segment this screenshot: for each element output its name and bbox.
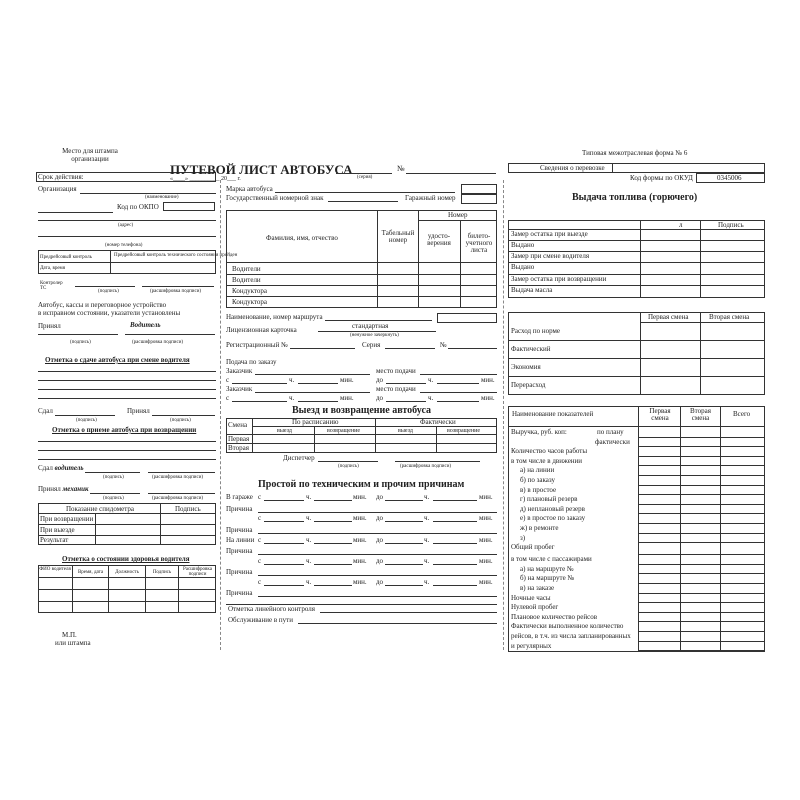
crew-row-2: Водители [232,276,261,284]
fio-header: Фамилия, имя, отчество [266,234,338,242]
on-line-label: На линии [226,536,255,544]
result-label: Результат [40,536,69,544]
sign-hint-4: (подпись) [170,418,191,423]
or-stamp-label: или штампа [55,639,91,647]
fuel-row-label: Замер остатка при выезде [511,230,588,238]
idle-time-text: мин. [353,514,367,522]
idle-time-text: с [258,578,262,586]
idle-time-text: мин. [479,493,493,501]
indicator-label: в) на заказе [520,584,555,592]
mp-label: М.П. [62,631,77,639]
sign-decode-hint-2: (расшифровка подписи) [132,340,184,345]
idle-time-text: ч. [306,514,312,522]
liter-header: л [679,221,683,229]
pretrip-control-label: Предрейсовый контроль [40,255,92,260]
by-schedule-header: По расписанию [292,418,339,426]
crew-row-4: Кондуктора [232,298,268,306]
indicator-label: Ночные часы [511,593,551,602]
sign-hint-5: (подпись) [103,475,124,480]
certificate-header: удосто-верения [427,232,451,247]
idle-time-text: до [376,493,384,501]
customer-label-1: Заказчик [226,367,253,375]
second-shift-header: Вторая смена [709,313,750,321]
indicator-label: в том числе с пассажирами [511,555,592,564]
route-field[interactable] [437,313,497,323]
stamp-org-label: организации [71,155,109,163]
doc-title: ПУТЕВОЙ ЛИСТ АВТОБУСА [170,162,353,177]
indicator-label: д) неплановый резерв [520,504,585,513]
reason-label-5: Причина [226,589,253,597]
fuel2-row-label: Расход по норме [511,327,561,335]
column-divider-1 [220,180,221,650]
sign-header: Подпись [718,221,744,229]
line-control-label: Отметка линейного контроля [228,605,315,613]
handed-label: Сдал [38,407,53,415]
indicator-label: а) на маршруте № [520,564,574,573]
sign-hint-7: (подпись) [338,464,359,469]
indicator-label: з) [520,533,526,542]
first-shift2-header: Первая смена [649,407,671,422]
strike-hint: (ненужное зачеркнуть) [350,333,399,338]
name-hint: (наименование) [145,195,179,200]
actual-header: Фактически [420,418,456,426]
speedometer-header: Показание спидометра [66,505,134,513]
fuel2-row-label: Фактический [511,345,551,353]
order-supply-label: Подача по заказу [226,358,277,366]
organization-label: Организация [38,185,77,193]
in-garage-label: В гараже [226,493,253,501]
indicator-label: ж) в ремонте [520,524,559,532]
number-header: Номер [448,211,468,219]
indicator-label: Нулевой пробег [511,603,559,612]
sched-return: возвращение [327,428,361,434]
sched-departure: выезд [277,428,292,434]
supply-place-label-2: место подачи [376,385,416,393]
idle-time-text: до [376,557,384,565]
health-col-fio: ФИО водителя [39,567,71,572]
reg-no-label: Регистрационный № [226,341,288,349]
fuel-row-label: Выдано [511,241,535,249]
okud-value: 0345006 [717,174,742,182]
health-col-time: Время, дата [77,570,104,575]
reason-label-4: Причина [226,568,253,576]
shift-second: Вторая [228,444,249,452]
fuel-row-label: Замер при смене водителя [511,252,590,260]
idle-time-text: мин. [479,557,493,565]
date-time-label: Дата, время [40,266,66,271]
idle-time-text: с [258,557,262,565]
idle-time-text: ч. [424,536,430,544]
shift-first: Первая [228,435,250,443]
accepted-label: Принял [38,322,61,330]
crew-row-1: Водители [232,265,261,273]
actual-departure: выезд [398,428,413,434]
sign-hint-6: (подпись) [103,496,124,501]
customer-label-2: Заказчик [226,385,253,393]
indicator-label: в том числе в движении [511,456,583,465]
idle-time-text: до [376,578,384,586]
indicators-header: Наименование показателей [512,410,594,418]
accepted-mech-label: Принял механик [38,485,89,493]
idle-time-text: ч. [424,493,430,501]
indicator-label: Общий пробег [511,543,555,552]
indicator-sublabel: по плану [597,428,624,436]
idle-time-text: мин. [479,514,493,522]
idle-time-text: мин. [353,493,367,501]
transport-info-label: Сведения о перевозке [540,164,605,172]
garage-no-field[interactable] [461,194,497,204]
bus-brand-field[interactable] [461,184,497,194]
idle-time-text: мин. [479,578,493,586]
fuel2-table [508,312,765,395]
address-hint: (адрес) [118,223,134,228]
idle-time-text: до [376,536,384,544]
pretrip-tech-label: Предрейсовый контроль технического состояния пройден [114,253,238,258]
bus-ok-text-1: Автобус, кассы и переговорное устройство [38,301,167,309]
idle-time-text: мин. [353,557,367,565]
return-title: Отметка о приеме автобуса при возвращении [52,426,197,434]
idle-time-text: ч. [306,536,312,544]
validity-label: Срок действия: [38,173,84,181]
tab-no-header: Табельный номер [381,229,415,244]
handover-title: Отметка о сдаче автобуса при смене водителя [45,356,190,364]
idle-time-text: ч. [424,557,430,565]
idle-time-text: мин. [479,536,493,544]
indicator-label: и регулярных [511,641,552,650]
health-col-decode: Расшифровка подписи [183,567,212,577]
depart-table [226,418,497,453]
indicator-label: г) плановый резерв [520,495,578,504]
idle-time-text: мин. [353,536,367,544]
indicator-label: е) в простое по заказу [520,514,586,523]
idle-time-text: до [376,514,384,522]
column-divider-2 [503,180,504,650]
health-col-position: Должность [115,570,139,575]
idle-time-text: с [258,536,262,544]
idle-time-text: ч. [424,514,430,522]
handed-driver-label: Сдал водитель [38,464,84,472]
depart-title: Выезд и возвращение автобуса [292,405,432,416]
fuel-row-label: Выдача масла [511,286,553,294]
signature-header: Подпись [175,505,201,513]
controller-ts-label: Контролер ТС [40,281,63,291]
bus-ok-text-2: в исправном состоянии, указатели установлены [38,309,181,317]
ticket-sheet-header: билето-учетного листа [465,232,493,254]
indicator-label: а) на линии [520,466,555,475]
fuel2-row-label: Экономия [511,363,541,371]
idle-time-text: с [258,514,262,522]
date-template: «____» __________ 20___ г. [170,176,241,182]
driver-label: Водитель [130,321,161,329]
idle-time-text: ч. [306,493,312,501]
license-card-label: Лицензионная карточка [226,326,297,334]
indicator-label: б) на маршруте № [520,574,575,583]
sign-decode-hint: (расшифровка подписи) [150,289,202,294]
idle-time-text: ч. [306,557,312,565]
fuel-title: Выдача топлива (горючего) [572,192,698,203]
reg-plate-label: Государственный номерной знак [226,194,324,202]
series-hint: (серия) [357,175,373,180]
form-type-label: Типовая межотраслевая форма № 6 [582,149,688,157]
standard-label: стандартная [352,322,389,330]
number-sign: № [397,164,405,173]
idle-time-text: ч. [306,578,312,586]
indicator-label: Количество часов работы [511,447,588,456]
crew-row-3: Кондуктора [232,287,268,295]
indicator-label: в) в простое [520,485,557,494]
sign-decode-hint-4: (расшифровка подписи) [152,496,204,501]
okud-label: Код формы по ОКУД [630,174,693,182]
actual-return: возвращение [447,428,481,434]
indicator-label: Плановое количество рейсов [511,612,598,621]
supply-place-label-1: место подачи [376,367,416,375]
sign-decode-hint-5: (расшифровка подписи) [400,464,452,469]
okpo-label: Код по ОКПО [117,203,159,211]
idle-time-text: ч. [424,578,430,586]
reason-label-2: Причина [226,526,253,534]
route-name-label: Наименование, номер маршрута [226,313,323,321]
health-title: Отметка о состоянии здоровья водителя [62,555,190,563]
idle-title: Простой по техническим и прочим причинам [258,479,465,490]
okpo-field[interactable] [163,202,215,211]
sign-hint: (подпись) [98,289,119,294]
on-departure-label: При выезде [40,526,75,534]
indicator-label: Выручка, руб. коп: [511,428,567,436]
reason-label-1: Причина [226,505,253,513]
series-label: Серия [362,341,381,349]
fuel2-row-label: Перерасход [511,381,546,389]
service-way-label: Обслуживание в пути [228,616,293,624]
bus-brand-label: Марка автобуса [226,185,273,193]
idle-time-text: мин. [353,578,367,586]
idle-time-text: с [258,493,262,501]
indicator-label: б) по заказу [520,476,556,484]
reason-label-3: Причина [226,547,253,555]
indicator-label: рейсов, в т.ч. из числа запланированных [511,632,631,640]
total-header: Всего [733,410,751,418]
sign-hint-2: (подпись) [70,340,91,345]
dispatcher-label: Диспетчер [283,454,315,462]
on-return-label: При возвращении [40,515,94,523]
first-shift-header: Первая смена [648,313,689,321]
garage-no-label: Гаражный номер [405,194,456,202]
no-label: № [440,341,447,349]
sign-decode-hint-3: (расшифровка подписи) [152,475,204,480]
fuel-row-label: Замер остатка при возвращении [511,275,607,283]
shift-header: Смена [228,421,248,429]
second-shift2-header: Вторая смена [690,407,711,422]
indicator-label: Фактически выполненное количество [511,622,624,631]
indicator-sublabel: фактически [595,437,630,446]
health-col-sign: Подпись [152,570,172,575]
fuel-row-label: Выдано [511,263,535,271]
stamp-place-label: Место для штампа [62,147,118,155]
accepted2-label: Принял [127,407,150,415]
sign-hint-3: (подпись) [76,418,97,423]
phone-hint: (номер телефона) [105,243,143,248]
